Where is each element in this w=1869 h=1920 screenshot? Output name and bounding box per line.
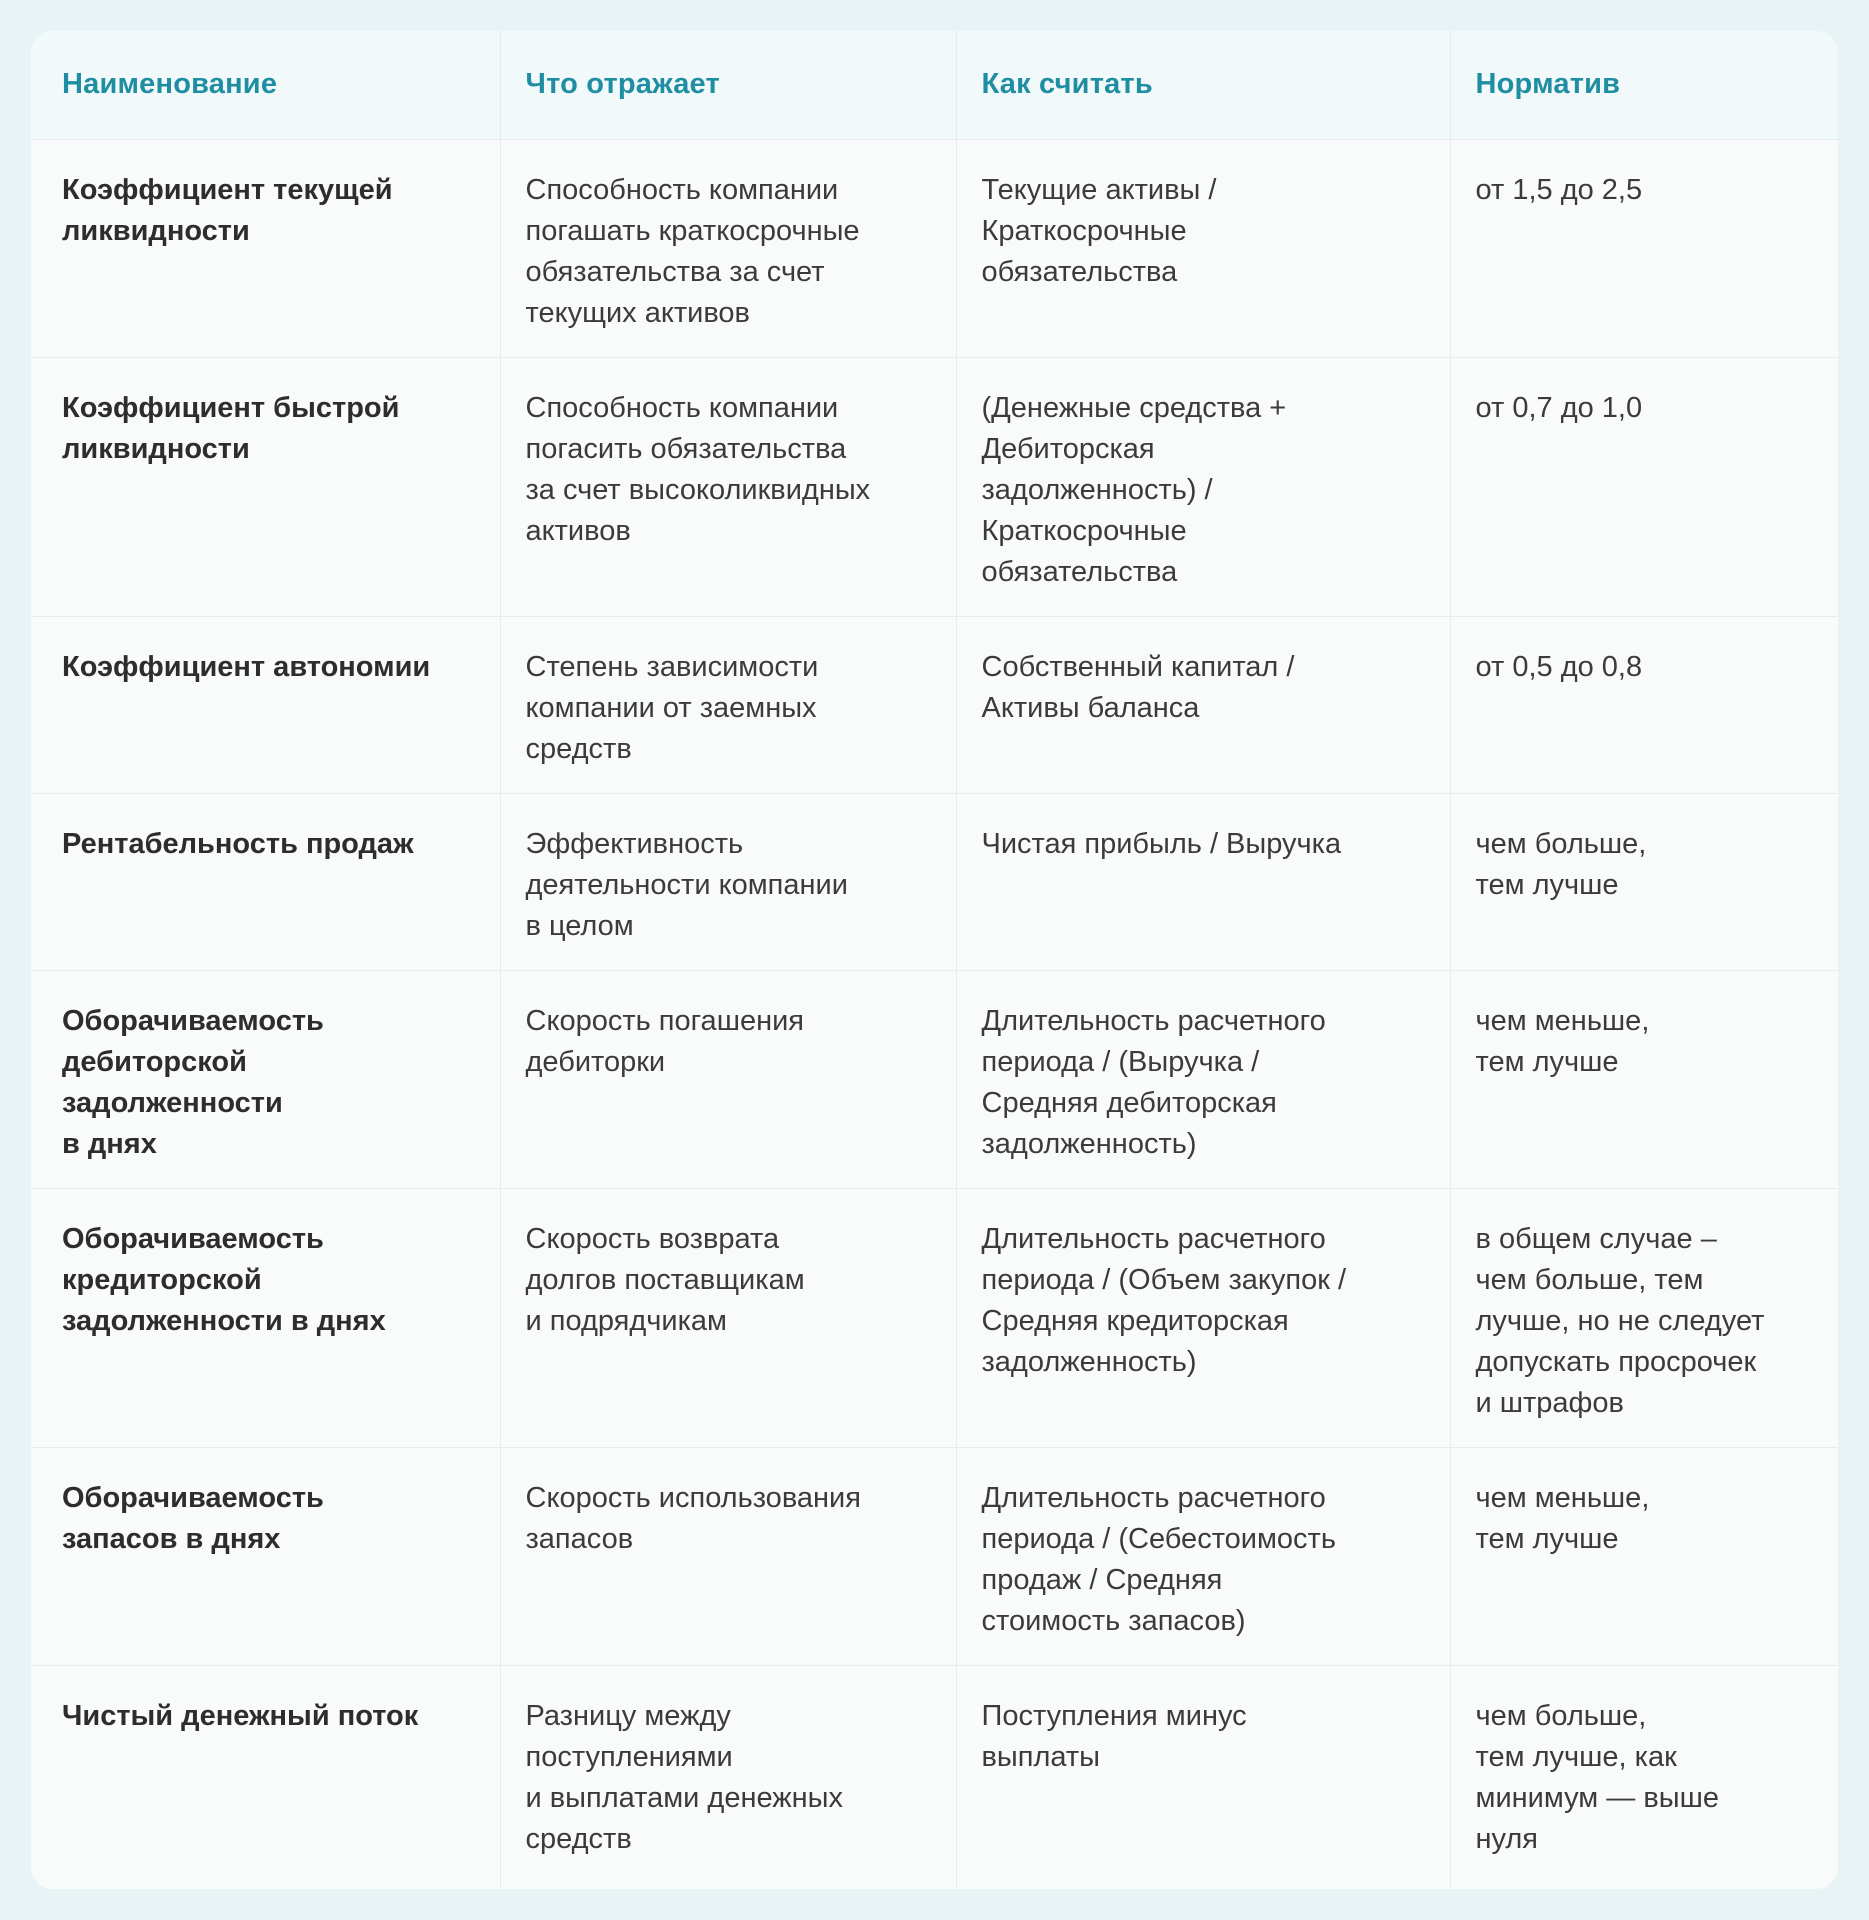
cell-name: Оборачиваемость запасов в днях	[62, 1481, 324, 1555]
cell-name: Коэффициент автономии	[62, 650, 431, 683]
cell-name: Чистый денежный поток	[62, 1699, 419, 1732]
cell-reflects: Способность компании погашать краткосрочные обязательства за счет текущих активов	[500, 139, 956, 357]
header-formula: Как считать	[956, 31, 1450, 139]
cell-formula: Длительность расчетного периода / (Выручка / Средняя дебиторская задолженность)	[956, 970, 1450, 1188]
cell-formula: Собственный капитал / Активы баланса	[956, 616, 1450, 793]
header-reflects: Что отражает	[500, 31, 956, 139]
cell-formula: Длительность расчетного периода / (Себестоимость продаж / Средняя стоимость запасов)	[956, 1447, 1450, 1665]
cell-norm: чем меньше, тем лучше	[1450, 1447, 1838, 1665]
table-row	[31, 1665, 1838, 1889]
cell-norm: от 0,7 до 1,0	[1450, 357, 1838, 616]
table-row	[31, 616, 1838, 793]
cell-name: Коэффициент текущей ликвидности	[62, 173, 393, 247]
cell-name: Коэффициент быстрой ликвидности	[62, 391, 400, 465]
header-norm: Норматив	[1450, 31, 1838, 139]
table-header-row	[31, 31, 1838, 139]
cell-norm: чем больше, тем лучше, как минимум — выше нуля	[1450, 1665, 1838, 1889]
cell-reflects: Степень зависимости компании от заемных средств	[500, 616, 956, 793]
cell-reflects: Скорость погашения дебиторки	[500, 970, 956, 1188]
table-row	[31, 970, 1838, 1188]
header-name: Наименование	[62, 68, 278, 101]
ratios-table-card	[31, 31, 1838, 1889]
cell-norm: в общем случае – чем больше, тем лучше, но не следует допускать просрочек и штрафов	[1450, 1188, 1838, 1447]
financial-ratios-table	[31, 31, 1838, 1889]
cell-reflects: Способность компании погасить обязательства за счет высоколиквидных активов	[500, 357, 956, 616]
table-row	[31, 1188, 1838, 1447]
cell-formula: (Денежные средства + Дебиторская задолженность) / Краткосрочные обязательства	[956, 357, 1450, 616]
cell-norm: от 0,5 до 0,8	[1450, 616, 1838, 793]
cell-formula: Длительность расчетного периода / (Объем закупок / Средняя кредиторская задолженность)	[956, 1188, 1450, 1447]
cell-norm: чем меньше, тем лучше	[1450, 970, 1838, 1188]
table-row	[31, 357, 1838, 616]
cell-formula: Чистая прибыль / Выручка	[956, 793, 1450, 970]
cell-norm: чем больше, тем лучше	[1450, 793, 1838, 970]
cell-formula: Поступления минус выплаты	[956, 1665, 1450, 1889]
cell-reflects: Эффективность деятельности компании в целом	[500, 793, 956, 970]
cell-name: Рентабельность продаж	[62, 827, 414, 860]
cell-reflects: Скорость использования запасов	[500, 1447, 956, 1665]
table-row	[31, 1447, 1838, 1665]
table-row	[31, 139, 1838, 357]
cell-reflects: Скорость возврата долгов поставщикам и подрядчикам	[500, 1188, 956, 1447]
cell-name: Оборачиваемость дебиторской задолженности в днях	[62, 1004, 324, 1160]
cell-formula: Текущие активы / Краткосрочные обязательства	[956, 139, 1450, 357]
cell-name: Оборачиваемость кредиторской задолженности в днях	[62, 1222, 386, 1337]
cell-reflects: Разницу между поступлениями и выплатами денежных средств	[500, 1665, 956, 1889]
cell-norm: от 1,5 до 2,5	[1450, 139, 1838, 357]
table-row	[31, 793, 1838, 970]
